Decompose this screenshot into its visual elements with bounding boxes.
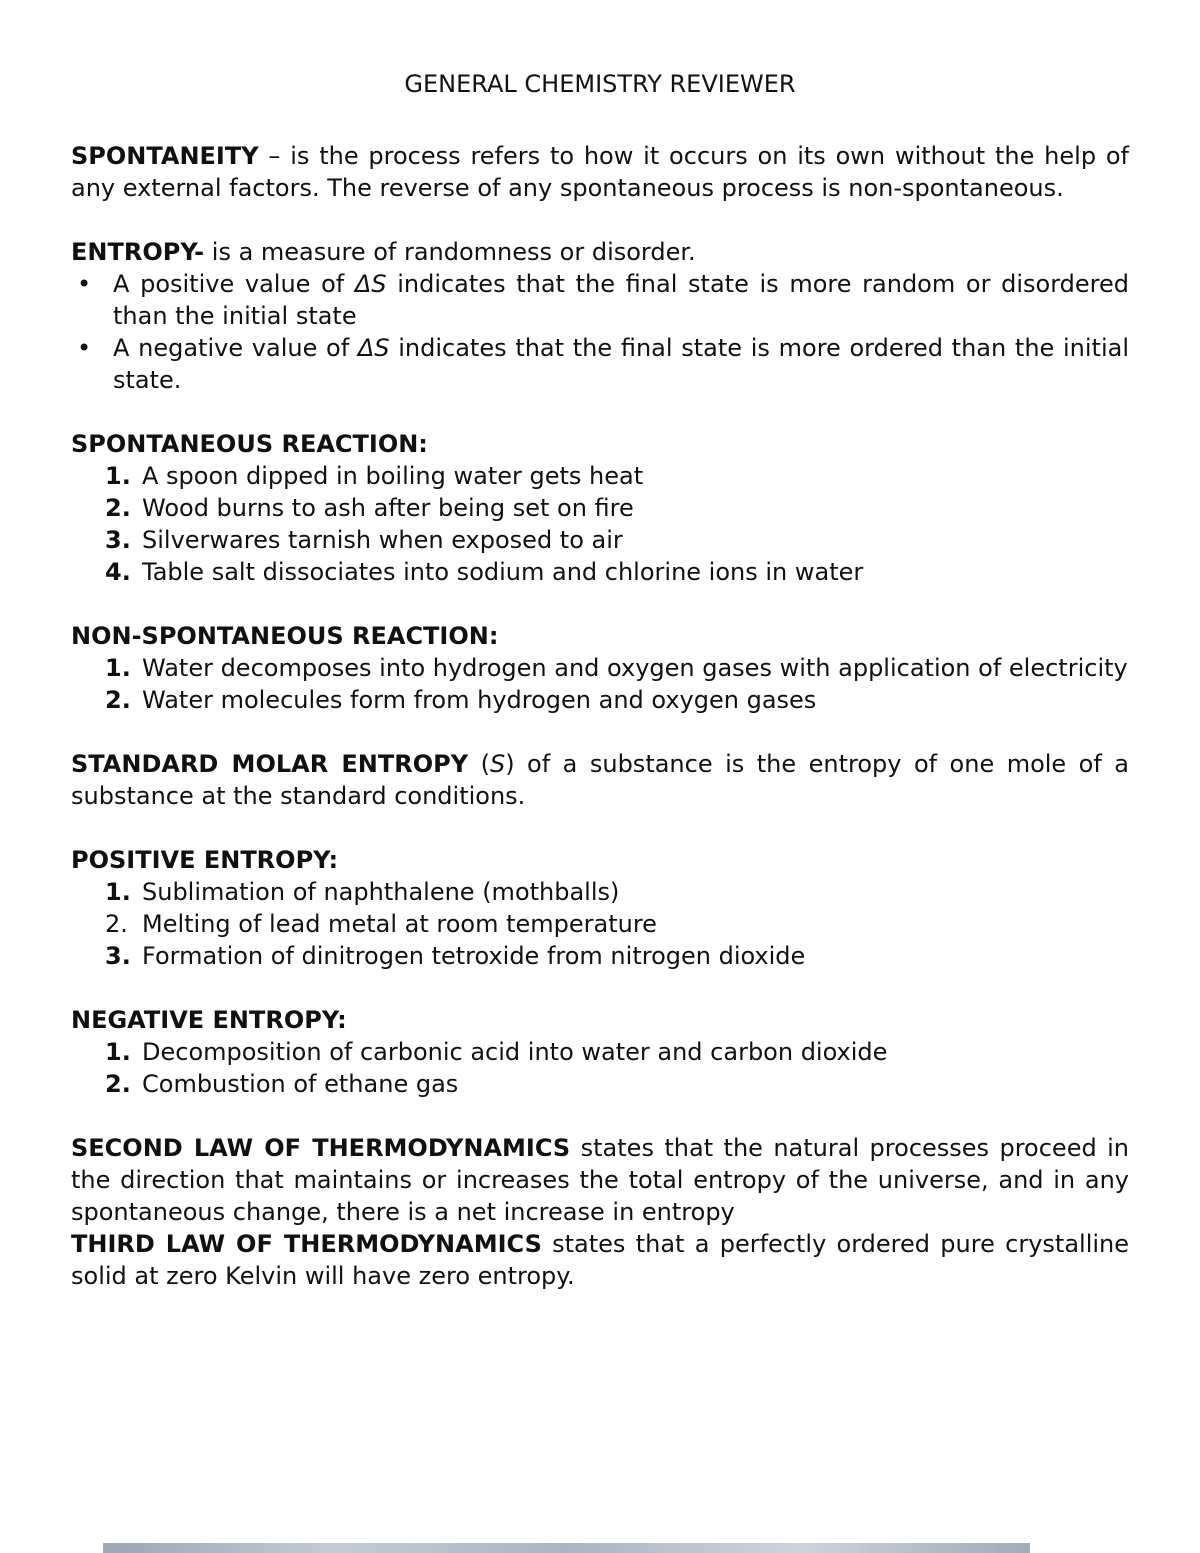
bullet-icon: • (77, 270, 92, 298)
non-spontaneous-reaction-heading: NON-SPONTANEOUS REACTION: (71, 622, 499, 650)
list-item: 2. Wood burns to ash after being set on fire (105, 494, 634, 522)
spontaneous-reaction-heading: SPONTANEOUS REACTION: (71, 430, 428, 458)
list-item: 1. Sublimation of naphthalene (mothballs) (105, 878, 620, 906)
list-item: • A positive value of ΔS indicates that the final state is more random or disordered than the initial state (77, 270, 1129, 330)
spontaneity-text: – is the process refers to how it occurs on its own without the help of any external factors. The reverse of any spontaneous process is non-spontaneous. (71, 142, 1129, 202)
list-item: 3. Silverwares tarnish when exposed to air (105, 526, 623, 554)
list-item: 2. Water molecules form from hydrogen and oxygen gases (105, 686, 817, 714)
list-item: 1. A spoon dipped in boiling water gets heat (105, 462, 644, 490)
spontaneous-reaction-list (71, 460, 1129, 588)
entropy-definition (71, 236, 1129, 268)
non-spontaneous-reaction-list (71, 652, 1129, 716)
document-title: GENERAL CHEMISTRY REVIEWER (404, 70, 796, 98)
standard-molar-entropy-definition: STANDARD MOLAR ENTROPY (S) of a substance is the entropy of one mole of a substance at the standard conditions. (71, 750, 1129, 810)
list-item: 1. Decomposition of carbonic acid into water and carbon dioxide (105, 1038, 888, 1066)
list-item: 1. Water decomposes into hydrogen and oxygen gases with application of electricity (105, 654, 1128, 682)
list-item: 3. Formation of dinitrogen tetroxide from nitrogen dioxide (105, 942, 806, 970)
delta-s-symbol: ΔS (354, 270, 387, 298)
third-law-definition: THIRD LAW OF THERMODYNAMICS states that a perfectly ordered pure crystalline solid at zero Kelvin will have zero entropy. (71, 1230, 1130, 1290)
entropy-bullet-list (71, 268, 1129, 396)
list-item: • A negative value of ΔS indicates that the final state is more ordered than the initial state. (77, 334, 1130, 394)
list-item: 2. Melting of lead metal at room temperature (105, 910, 657, 938)
bullet-icon: • (77, 334, 92, 362)
negative-entropy-heading: NEGATIVE ENTROPY: (71, 1006, 347, 1034)
negative-entropy-list (71, 1036, 1129, 1100)
document-page (71, 68, 1129, 1292)
next-page-strip (103, 1543, 1030, 1553)
entropy-symbol: S (489, 750, 506, 778)
list-item: 4. Table salt dissociates into sodium and chlorine ions in water (105, 558, 864, 586)
entropy-term: ENTROPY- (71, 238, 205, 266)
entropy-text: is a measure of randomness or disorder. (204, 238, 696, 266)
spontaneity-term: SPONTANEITY (71, 142, 259, 170)
list-item: 2. Combustion of ethane gas (105, 1070, 459, 1098)
second-law-definition: SECOND LAW OF THERMODYNAMICS states that the natural processes proceed in the direction that maintains or increases the total entropy of the universe, and in any spontaneous change, there is a net increase in entropy (71, 1134, 1129, 1226)
positive-entropy-list (71, 876, 1129, 972)
positive-entropy-heading: POSITIVE ENTROPY: (71, 846, 339, 874)
spontaneity-definition (71, 140, 1129, 204)
delta-s-symbol: ΔS (357, 334, 390, 362)
